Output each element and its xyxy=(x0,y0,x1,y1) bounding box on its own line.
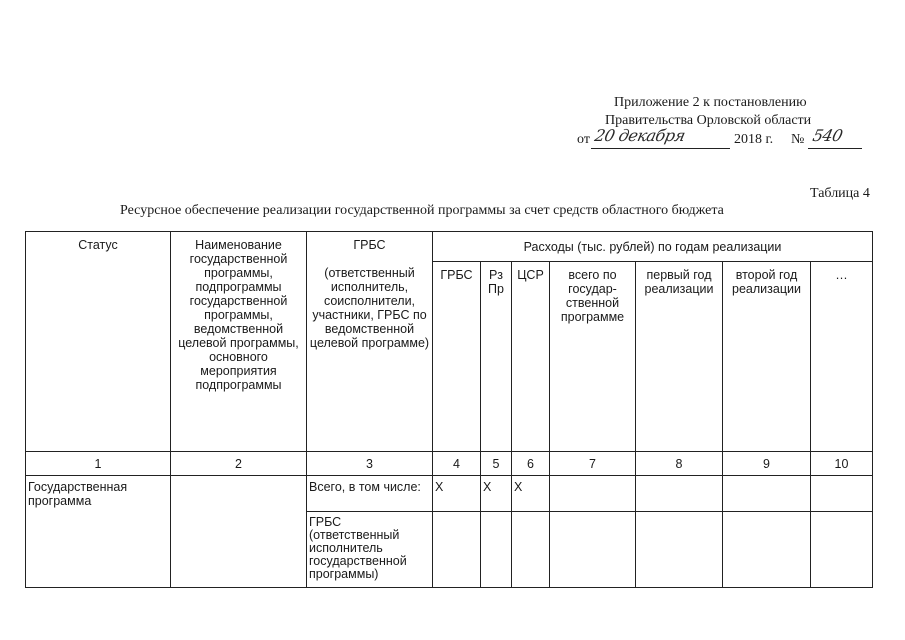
handwritten-date: 20 декабря xyxy=(592,126,687,145)
row-grbs: ГРБС (ответственный исполнитель государственной программы) xyxy=(307,512,433,588)
year-label: 2018 г. xyxy=(734,132,774,147)
header-status: Статус xyxy=(26,232,171,452)
header-grbs xyxy=(307,232,433,452)
row-program-name xyxy=(171,476,307,588)
appendix-line-2: Правительства Орловской области xyxy=(605,113,812,128)
column-number: 7 xyxy=(550,452,636,476)
appendix-line-1: Приложение 2 к постановлению xyxy=(614,95,807,110)
row-cell-rz-pr: Х xyxy=(481,476,512,512)
row-cell-first-year xyxy=(636,512,723,588)
column-number: 9 xyxy=(723,452,811,476)
document-title: Ресурсное обеспечение реализации государственной программы за счет средств областного бюджета xyxy=(120,203,724,218)
subheader-csr: ЦСР xyxy=(512,262,550,452)
row-cell-grbs: Х xyxy=(433,476,481,512)
column-number: 2 xyxy=(171,452,307,476)
number-underline xyxy=(808,148,862,149)
subheader-second-year: второй год реализации xyxy=(723,262,811,452)
row-cell-ellipsis xyxy=(811,476,873,512)
column-number: 10 xyxy=(811,452,873,476)
row-cell-second-year xyxy=(723,476,811,512)
handwritten-number: 540 xyxy=(810,126,845,145)
subheader-total: всего по государ-ственной программе xyxy=(550,262,636,452)
subheader-grbs: ГРБС xyxy=(433,262,481,452)
table-label: Таблица 4 xyxy=(810,186,870,201)
row-cell-total xyxy=(550,512,636,588)
resource-table xyxy=(25,231,873,588)
row-cell-csr xyxy=(512,512,550,588)
header-expenses: Расходы (тыс. рублей) по годам реализации xyxy=(433,232,873,262)
row-cell-grbs xyxy=(433,512,481,588)
header-grbs-description: (ответственный исполнитель, соисполнители, участники, ГРБС по ведомственной целевой программе) xyxy=(309,266,430,350)
row-cell-csr: Х xyxy=(512,476,550,512)
column-number: 1 xyxy=(26,452,171,476)
row-cell-ellipsis xyxy=(811,512,873,588)
column-number: 6 xyxy=(512,452,550,476)
row-cell-total xyxy=(550,476,636,512)
subheader-first-year: первый год реализации xyxy=(636,262,723,452)
subheader-rz-pr: Рз Пр xyxy=(481,262,512,452)
number-label: № xyxy=(791,132,805,147)
row-cell-rz-pr xyxy=(481,512,512,588)
subheader-ellipsis: … xyxy=(811,262,873,452)
row-status: Государственная программа xyxy=(26,476,171,588)
column-number: 8 xyxy=(636,452,723,476)
date-underline xyxy=(591,148,730,149)
column-number: 5 xyxy=(481,452,512,476)
column-number: 4 xyxy=(433,452,481,476)
date-from-label: от xyxy=(577,132,590,147)
header-grbs-title: ГРБС xyxy=(353,238,386,252)
row-grbs: Всего, в том числе: xyxy=(307,476,433,512)
row-cell-second-year xyxy=(723,512,811,588)
column-number: 3 xyxy=(307,452,433,476)
table-row xyxy=(26,476,873,512)
row-cell-first-year xyxy=(636,476,723,512)
header-program-name: Наименование государственной программы, подпрограммы государственной программы, ведомственной целевой программы, основного мероприятия подпрограммы xyxy=(171,232,307,452)
